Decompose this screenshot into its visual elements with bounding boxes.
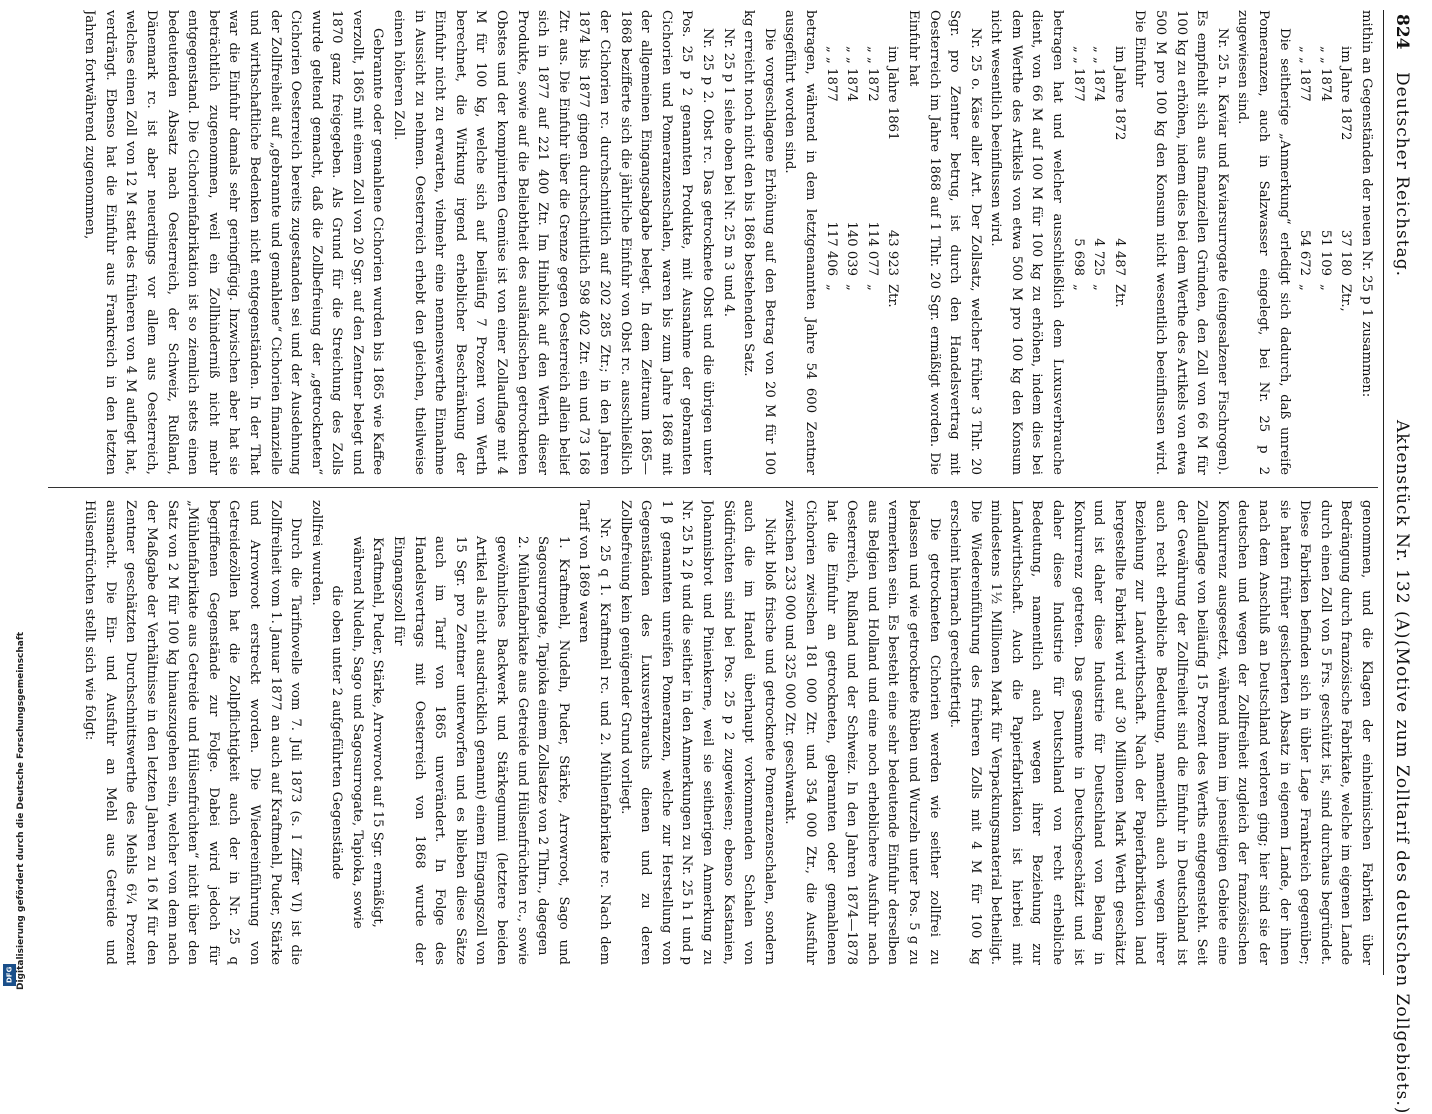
table-value: 117 406: [823, 221, 839, 276]
table-year: „ „ 1874: [844, 46, 860, 102]
table-year: „ „ 1872: [864, 46, 880, 102]
table-row: [820, 10, 841, 475]
table-row: [861, 10, 882, 475]
table-unit: „: [823, 284, 839, 291]
table-unit: „: [1297, 284, 1313, 291]
table-row: [1088, 10, 1109, 475]
table-row: [1335, 10, 1356, 475]
table-row: [882, 10, 903, 475]
paragraph: Durch die Tarifnovelle vom 7. Juli 1873 (s. I Ziffer VI) ist die Zollfreiheit vom 1. Januar 1877 an auch auf Kraftmehl, Puder, Stärke und Arrowroot erstreckt worden. Die Wiedereinführung von Getreidezöllen hat die Zollpflichtigkeit auch der in Nr. 25 q begriffenen Gegenstände zur Folge. Dabei wird jedoch für „Mühlenfabrikate aus Getreide und Hülsenfrüchten“ nicht über den Satz von 2 M für 100 kg hinauszugehen sein, welcher von dem nach der Maßgabe der Verhältnisse in den letzten Jahren zu 16 M für den Zentner geschätzten Durchschnittswerthe des Mehls 6¼ Prozent ausmacht. Die Ein- und Ausfuhr an Mehl aus Getreide und Hülsenfrüchten stellt sich wie folgt:: [82, 500, 304, 965]
table-value: 140 039: [844, 221, 860, 276]
table-value: 5 698: [1070, 238, 1086, 276]
table-unit: Ztr.: [885, 284, 901, 308]
header-title-left: Deutscher Reichstag.: [1392, 72, 1412, 277]
column-divider: [48, 487, 1378, 488]
table-value: 37 180: [1338, 229, 1354, 276]
list-subitem: während Nudeln, Sago und Sagosurrogate, Tapioka, sowie: [349, 536, 365, 929]
table-year: im Jahre 1872: [1111, 46, 1127, 141]
table-year: „ „ 1877: [1297, 46, 1313, 102]
table-value: 43 923: [885, 229, 901, 276]
page-number: 824: [1392, 14, 1412, 50]
table-unit: „: [1091, 284, 1107, 291]
list-subitem: Kraftmehl, Puder, Stärke, Arrowroot auf 15 Sgr. ermäßigt,: [370, 537, 386, 928]
dfg-logo: DFG: [3, 964, 16, 986]
paragraph: Nr. 25 n. Kaviar und Kaviarsurrogate (eingesalzener Fischrogen). Es empfiehlt sich aus finanziellen Gründen, den Zoll von 66 M für 100 kg zu erhöhen, indem dies bei dem Werthe des Artikels von etwa 500 M pro 100 kg den Konsum nicht wesentlich beeinflussen wird. Die Einfuhr: [1132, 10, 1230, 475]
paragraph: Nr. 25 o. Käse aller Art. Der Zollsatz, welcher früher 3 Thlr. 20 Sgr. pro Zentner betrug, ist durch den Handelsvertrag mit Oesterreich im Jahre 1868 auf 1 Thlr. 20 Sgr. ermäßigt worden. Die Einfuhr hat: [905, 10, 983, 475]
page-header: [1384, 0, 1418, 1114]
paragraph: genommen, und die Klagen der einheimischen Fabriken über Bedrängung durch französische Fabrikate, welche im eigenen Lande durch einen Zoll von 5 Frs. geschützt ist, sind durchaus begründet. Diese Fabriken befinden sich in übler Lage Frankreich gegenüber; sie hatten früher gesicherten Absatz in eigenem Lande, der ihnen nach dem Anschluß an Deutschland verloren ging; hier sind sie der deutschen und wegen der Zollfreiheit zugleich der französischen Konkurrenz ausgesetzt, während ihnen im jenseitigen Gebiete eine Zollauflage von beiläufig 15 Prozent des Werths entgegensteht. Seit der Gewährung der Zollfreiheit sind die Einfuhr in Deutschland ist auch recht erhebliche Bedeutung, namentlich auch wegen ihrer Beziehung zur Landwirthschaft. Nach der Papierfabrikation land hergestellte Fabrikat wird auf 30 Millionen Mark Werth geschätzt und ist daher diese Industrie für Deutschland von Belang in Konkurrenz getreten. Das gesammte in Deutschgeschätzt und ist daher diese Industrie für Deutschland von recht erhebliche Bedeutung, namentlich auch wegen ihrer Beziehung zur Landwirthschaft. Auch die Papierfabrikation ist hierbei mit mindestens 1½ Millionen Mark für Verpackungsmaterial betheiligt. Die Wiedereinführung des früheren Zolls mit 4 M für 100 kg erscheint hiernach gerechtfertigt.: [947, 500, 1374, 965]
paragraph: Die seitherige „Anmerkung“ erledigt sich dadurch, daß unreife Pomeranzen, auch in Salzwasser eingelegt, bei Nr. 25 p 2 zugewiesen sind.: [1235, 10, 1292, 475]
table-unit: „: [844, 284, 860, 291]
table-unit: Ztr.,: [1338, 284, 1354, 312]
paragraph: Die vorgeschlagene Erhöhung auf den Betrag von 20 M für 100 kg erreicht noch nicht den bis 1868 bestehenden Satz.: [741, 10, 777, 475]
table-year: „ „ 1877: [1070, 46, 1086, 102]
paragraph: Nr. 25 p 2. Obst rc. Das getrocknete Obst und die übrigen unter Pos. 25 p 2 genannten Produkte, mit Ausnahme der gebrannten Cichorien und Pomeranzenschalen, waren bis zum Jahre 1868 mit der allgemeinen Eingangsabgabe belegt. In dem Zeitraum 1865—1868 bezifferte sich die jährliche Einfuhr von Obst rc. ausschließlich der Cichorien rc. durchschnittlich auf 202 285 Ztr.; in den Jahren 1874 bis 1877 gingen durchschnittlich 598 402 Ztr. ein und 73 168 Ztr. aus. Die Einfuhr über die Grenze gegen Oesterreich allein belief sich in 1877 auf 221 400 Ztr. Im Hinblick auf den Werth dieser Produkte, sowie auf die Beliebtheit des ausländischen getrockneten Obstes und der kompinirten Gemüse ist von einer Zollauflage mit 4 M für 100 kg, welche sich auf beiläufig 7 Prozent vom Werth berechnet, die Wirkung irgend erheblicher Beschränkung der Einfuhr nicht zu erwarten, vielmehr eine nennenswerthe Einnahme in Aussicht zu nehmen. Oesterreich erhebt den gleichen, theilweise einen höheren Zoll.: [391, 10, 715, 475]
digitization-strip: [0, 0, 26, 1000]
table-year: „ „ 1874: [1317, 46, 1333, 102]
list-item: 1. Kraftmehl, Nudeln, Puder, Stärke, Arrowroot, Sago und Sagosurrogate, Tapioka einem Zollsatze von 2 Thlrn., dagegen: [535, 536, 571, 965]
right-column: [56, 500, 1376, 965]
left-column: [56, 10, 1376, 475]
table-year: im Jahre 1861: [885, 46, 901, 141]
list-subitem: zollfrei wurden.: [308, 500, 324, 606]
paragraph: mithin an Gegenständen der neuen Nr. 25 p 1 zusammen:: [1359, 10, 1374, 398]
table-unit: „: [1317, 284, 1333, 291]
table-row: [841, 10, 862, 475]
table-value: 4 487: [1111, 238, 1127, 276]
paragraph: betragen hat und welcher ausschließlich dem Luxusverbrauche dient, von 66 M auf 100 M für 100 kg zu erhöhen, indem dies bei dem Werthe des Artikels von etwa 500 M pro 100 kg den Konsum nicht wesentlich beeinflussen wird.: [988, 10, 1066, 475]
table-value: 54 672: [1297, 229, 1313, 276]
header-rule: [1383, 10, 1384, 975]
table-unit: „: [864, 284, 880, 291]
paragraph: betragen, während in dem letztgenannten Jahre 54 600 Zentner ausgeführt worden sind.: [782, 10, 818, 475]
paragraph: Die getrockneten Cichorien werden wie seither zollfrei zu belassen und wie getrocknete Rüben und Wurzeln unter Pos. 5 g zu vermerken sein. Es besteht eine sehr bedeutende Einfuhr derselben aus Belgien und Holland und eine noch erheblichere Ausfuhr nach Oesterreich, Rußland und der Schweiz. In den Jahren 1874—1878 hat die Einfuhr an getrockneten, gebrannten oder gemahlenen Cichorien zwischen 181 000 Ztr. und 354 000 Ztr., die Ausfuhr zwischen 233 000 und 325 000 Ztr. geschwankt.: [782, 500, 942, 965]
digitization-credit: Digitalisierung gefördert durch die Deutsche Forschungsgemeinschaft: [16, 631, 26, 990]
table-year: „ „ 1877: [823, 46, 839, 102]
table-row: [1067, 10, 1088, 475]
list-subitem: die oben unter 2 aufgeführten Gegenstände: [329, 585, 345, 880]
import-table-a: [1294, 10, 1356, 475]
paragraph: Nr. 25 q 1. Kraftmehl rc. und 2. Mühlenfabrikate rc. Nach dem Tarif von 1869 waren: [576, 500, 613, 965]
table-value: 51 109: [1317, 229, 1333, 276]
header-document-number: Aktenstück Nr. 132 (A).: [1392, 420, 1412, 646]
table-value: 4 725: [1091, 238, 1107, 276]
import-table-b: [1067, 10, 1129, 475]
table-unit: „: [1070, 284, 1086, 291]
table-row: [1294, 10, 1315, 475]
paragraph: Nicht bloß frische und getrocknete Pomeranzenschalen, sondern auch die im Handel überhaupt vorkommenden Schalen von Südfrüchten sind bei Pos. 25 p 2 zugewiesen; ebenso Kastanien, Johannisbrot und Pinienkerne, weil sie seitherigen Anmerkung zu Nr. 25 h 2 β und die seither in den Anmerkungen zu Nr. 25 h 1 und p 1 β genannten unreifen Pomeranzen, welche zur Herstellung von Gegenständen des Luxusverbrauchs dienen und zu deren Zollbefreiung kein genügender Grund vorliegt.: [617, 500, 777, 965]
table-value: 114 077: [864, 221, 880, 276]
list-item: 2. Mühlenfabrikate aus Getreide und Hülsenfrüchten rc., sowie gewöhnliches Backwerk und Stärkegummi (letztere beiden Artikel als nicht ausdrücklich genannt) einem Eingangszoll von 15 Sgr. pro Zentner unterworfen und es blieben diese Sätze auch im Tarif von 1865 unverändert. In Folge des Handelsvertrags mit Oesterreich von 1868 wurde der Eingangszoll für: [391, 536, 530, 965]
import-table-c: [820, 10, 902, 475]
table-row: [1108, 10, 1129, 475]
paragraph: Gebrannte oder gemahlene Cichorien wurden bis 1865 wie Kaffee verzollt, 1865 mit einem Zoll von 20 Sgr. auf den Zentner belegt und 1870 ganz freigegeben. Als Grund für die Streichung des Zolls wurde geltend gemacht, daß die Zollbefreiung der „getrockneten“ Cichorien Oesterreich bereits zugestanden sei und der Ausdehnung der Zollfreiheit auf „gebrannte und gemahlene“ Cichorien finanzielle und wirthschaftliche Bedenken nicht entgegenständen. In der That war die Einfuhr damals sehr geringfügig. Inzwischen aber hat sie beträchtlich zugenommen, weil ein Zollhinderniß nicht mehr entgegenstand. Die Cichorienfabrikation ist so ziemlich stets einen bedeutenden Absatz nach Oesterreich, der Schweiz, Rußland, Dänemark rc. ist aber neuerdings vor allem aus Oesterreich, welches einen Zoll von 12 M statt des früheren von 4 M auflegt hat, verdrängt. Ebenso hat die Einfuhr aus Frankreich in den letzten Jahren fortwährend zugenommen,: [82, 10, 386, 475]
table-row: [1314, 10, 1335, 475]
paragraph: Nr. 25 p 1 siehe oben bei Nr. 25 m 3 und 4.: [720, 28, 736, 318]
header-title-right: (Motive zum Zolltarif des deutschen Zollgebiets.): [1392, 640, 1412, 1114]
table-unit: Ztr.: [1111, 284, 1127, 308]
table-year: „ „ 1874: [1091, 46, 1107, 102]
table-year: im Jahre 1872: [1338, 46, 1354, 141]
